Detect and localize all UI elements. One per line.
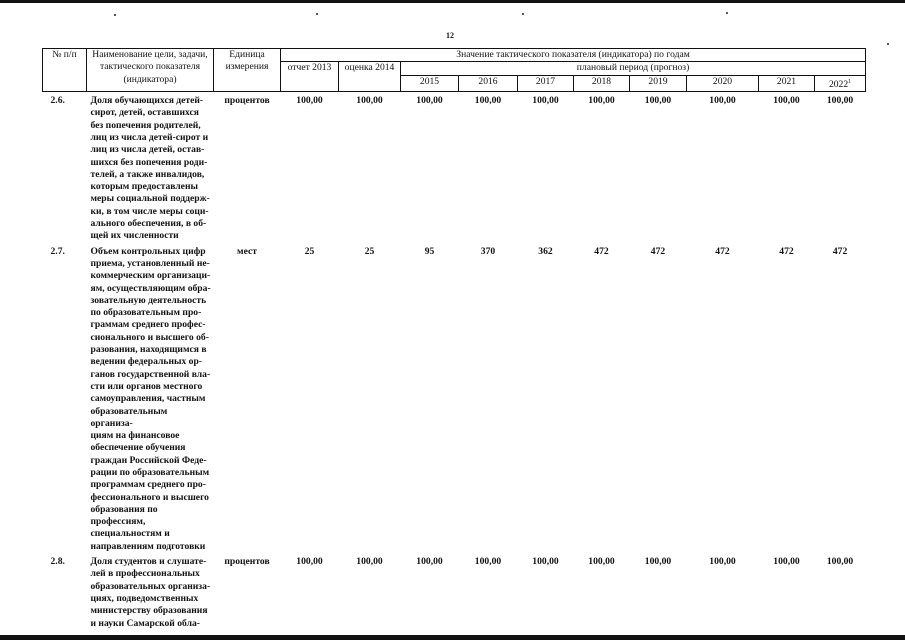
scan-speck — [522, 13, 524, 15]
table-row — [43, 92, 866, 243]
header-year: 2017 — [518, 75, 574, 91]
page-number: 12 — [446, 31, 454, 40]
indicator-name: Объем контрольных цифр приема, установленный не- коммерческим организаци- ям, осуществляющим обра- зовательную деятельность по образовательным про- граммам среднего профес- сионального и высшего об- разования, находящимся в ведении федеральных ор- ганов государственной вла- сти или органов местного самоуправления, частным образовательным организа- циям на финансовое обеспечение обучения граждан Российской Феде- рации по образовательным программам среднего про- фессионального и высшего образования по профессиям, специальностям и направлениям подготовки — [90, 245, 211, 552]
scan-speck — [316, 13, 318, 15]
scan-speck — [726, 12, 728, 14]
row-number: 2.7. — [50, 245, 65, 257]
value-cell: 472 — [650, 245, 666, 257]
header-values-group: Значение тактического показателя (индикатора) по годам — [281, 49, 866, 62]
row-number: 2.8. — [50, 556, 65, 568]
value-cell: 100,00 — [416, 95, 443, 107]
value-cell: 100,00 — [356, 95, 383, 107]
value-cell: 25 — [304, 245, 315, 257]
indicator-name: Доля обучающихся детей- сирот, детей, оставшихся без попечения родителей, лиц из числа детей-сирот и лиц из числа детей, остав- шихся без попечения роди- телей, а также инвалидов, которым предоставлены меры социальной поддерж- ки, в том числе меры соци- ального обеспечения, в об- щей их численности — [90, 95, 210, 242]
value-cell: 472 — [715, 245, 730, 257]
unit-cell: мест — [237, 245, 257, 257]
value-cell: 95 — [424, 245, 435, 257]
value-cell: 100,00 — [773, 95, 800, 107]
unit-cell: процентов — [224, 556, 270, 568]
header-num: № п/п — [43, 49, 87, 92]
header-report-2013: отчет 2013 — [281, 62, 339, 92]
header-year-label: 2022 — [828, 78, 849, 90]
header-year: 2021 — [759, 75, 815, 91]
row-number: 2.6. — [50, 95, 65, 107]
header-estimate-2014: оценка 2014 — [339, 62, 401, 92]
header-year: 2015 — [401, 75, 459, 91]
table-row — [43, 553, 866, 630]
value-cell: 100,00 — [532, 95, 559, 107]
value-cell: 100,00 — [709, 556, 736, 568]
value-cell: 100,00 — [356, 556, 383, 568]
value-cell: 100,00 — [826, 556, 854, 568]
value-cell: 100,00 — [826, 95, 854, 107]
value-cell: 100,00 — [773, 556, 800, 568]
header-year: 2020 — [687, 75, 759, 91]
header-year: 2018 — [574, 75, 630, 91]
value-cell: 100,00 — [416, 556, 443, 568]
value-cell: 370 — [480, 245, 496, 257]
value-cell: 100,00 — [474, 556, 502, 568]
unit-cell: процентов — [224, 95, 270, 107]
value-cell: 100,00 — [474, 95, 502, 107]
value-cell: 100,00 — [644, 95, 672, 107]
header-year: 2019 — [630, 75, 687, 91]
header-year — [815, 75, 866, 91]
value-cell: 100,00 — [644, 556, 672, 568]
value-cell: 472 — [832, 245, 848, 257]
scan-top-edge — [0, 0, 905, 3]
indicator-table — [42, 48, 866, 630]
value-cell: 100,00 — [709, 95, 736, 107]
indicator-name: Доля студентов и слушате- лей в профессиональных образовательных организа- циях, подведомственных министерству образования и науки Самарской обла- — [90, 556, 211, 629]
scan-speck — [114, 14, 116, 16]
header-planned-period: плановый период (прогноз) — [401, 62, 866, 75]
scan-speck — [887, 43, 889, 45]
value-cell: 472 — [594, 245, 609, 257]
value-cell: 100,00 — [588, 95, 615, 107]
value-cell: 472 — [779, 245, 794, 257]
value-cell: 25 — [364, 245, 375, 257]
header-unit: Единица измерения — [214, 49, 281, 92]
header-name: Наименование цели, задачи, тактического показателя (индикатора) — [87, 49, 214, 92]
value-cell: 100,00 — [296, 95, 323, 107]
value-cell: 100,00 — [532, 556, 559, 568]
value-cell: 100,00 — [588, 556, 615, 568]
table-row — [43, 243, 866, 553]
footnote-mark: 1 — [848, 78, 852, 85]
value-cell: 362 — [538, 245, 553, 257]
header-year: 2016 — [459, 75, 518, 91]
value-cell: 100,00 — [296, 556, 323, 568]
scan-bottom-edge — [0, 635, 905, 640]
